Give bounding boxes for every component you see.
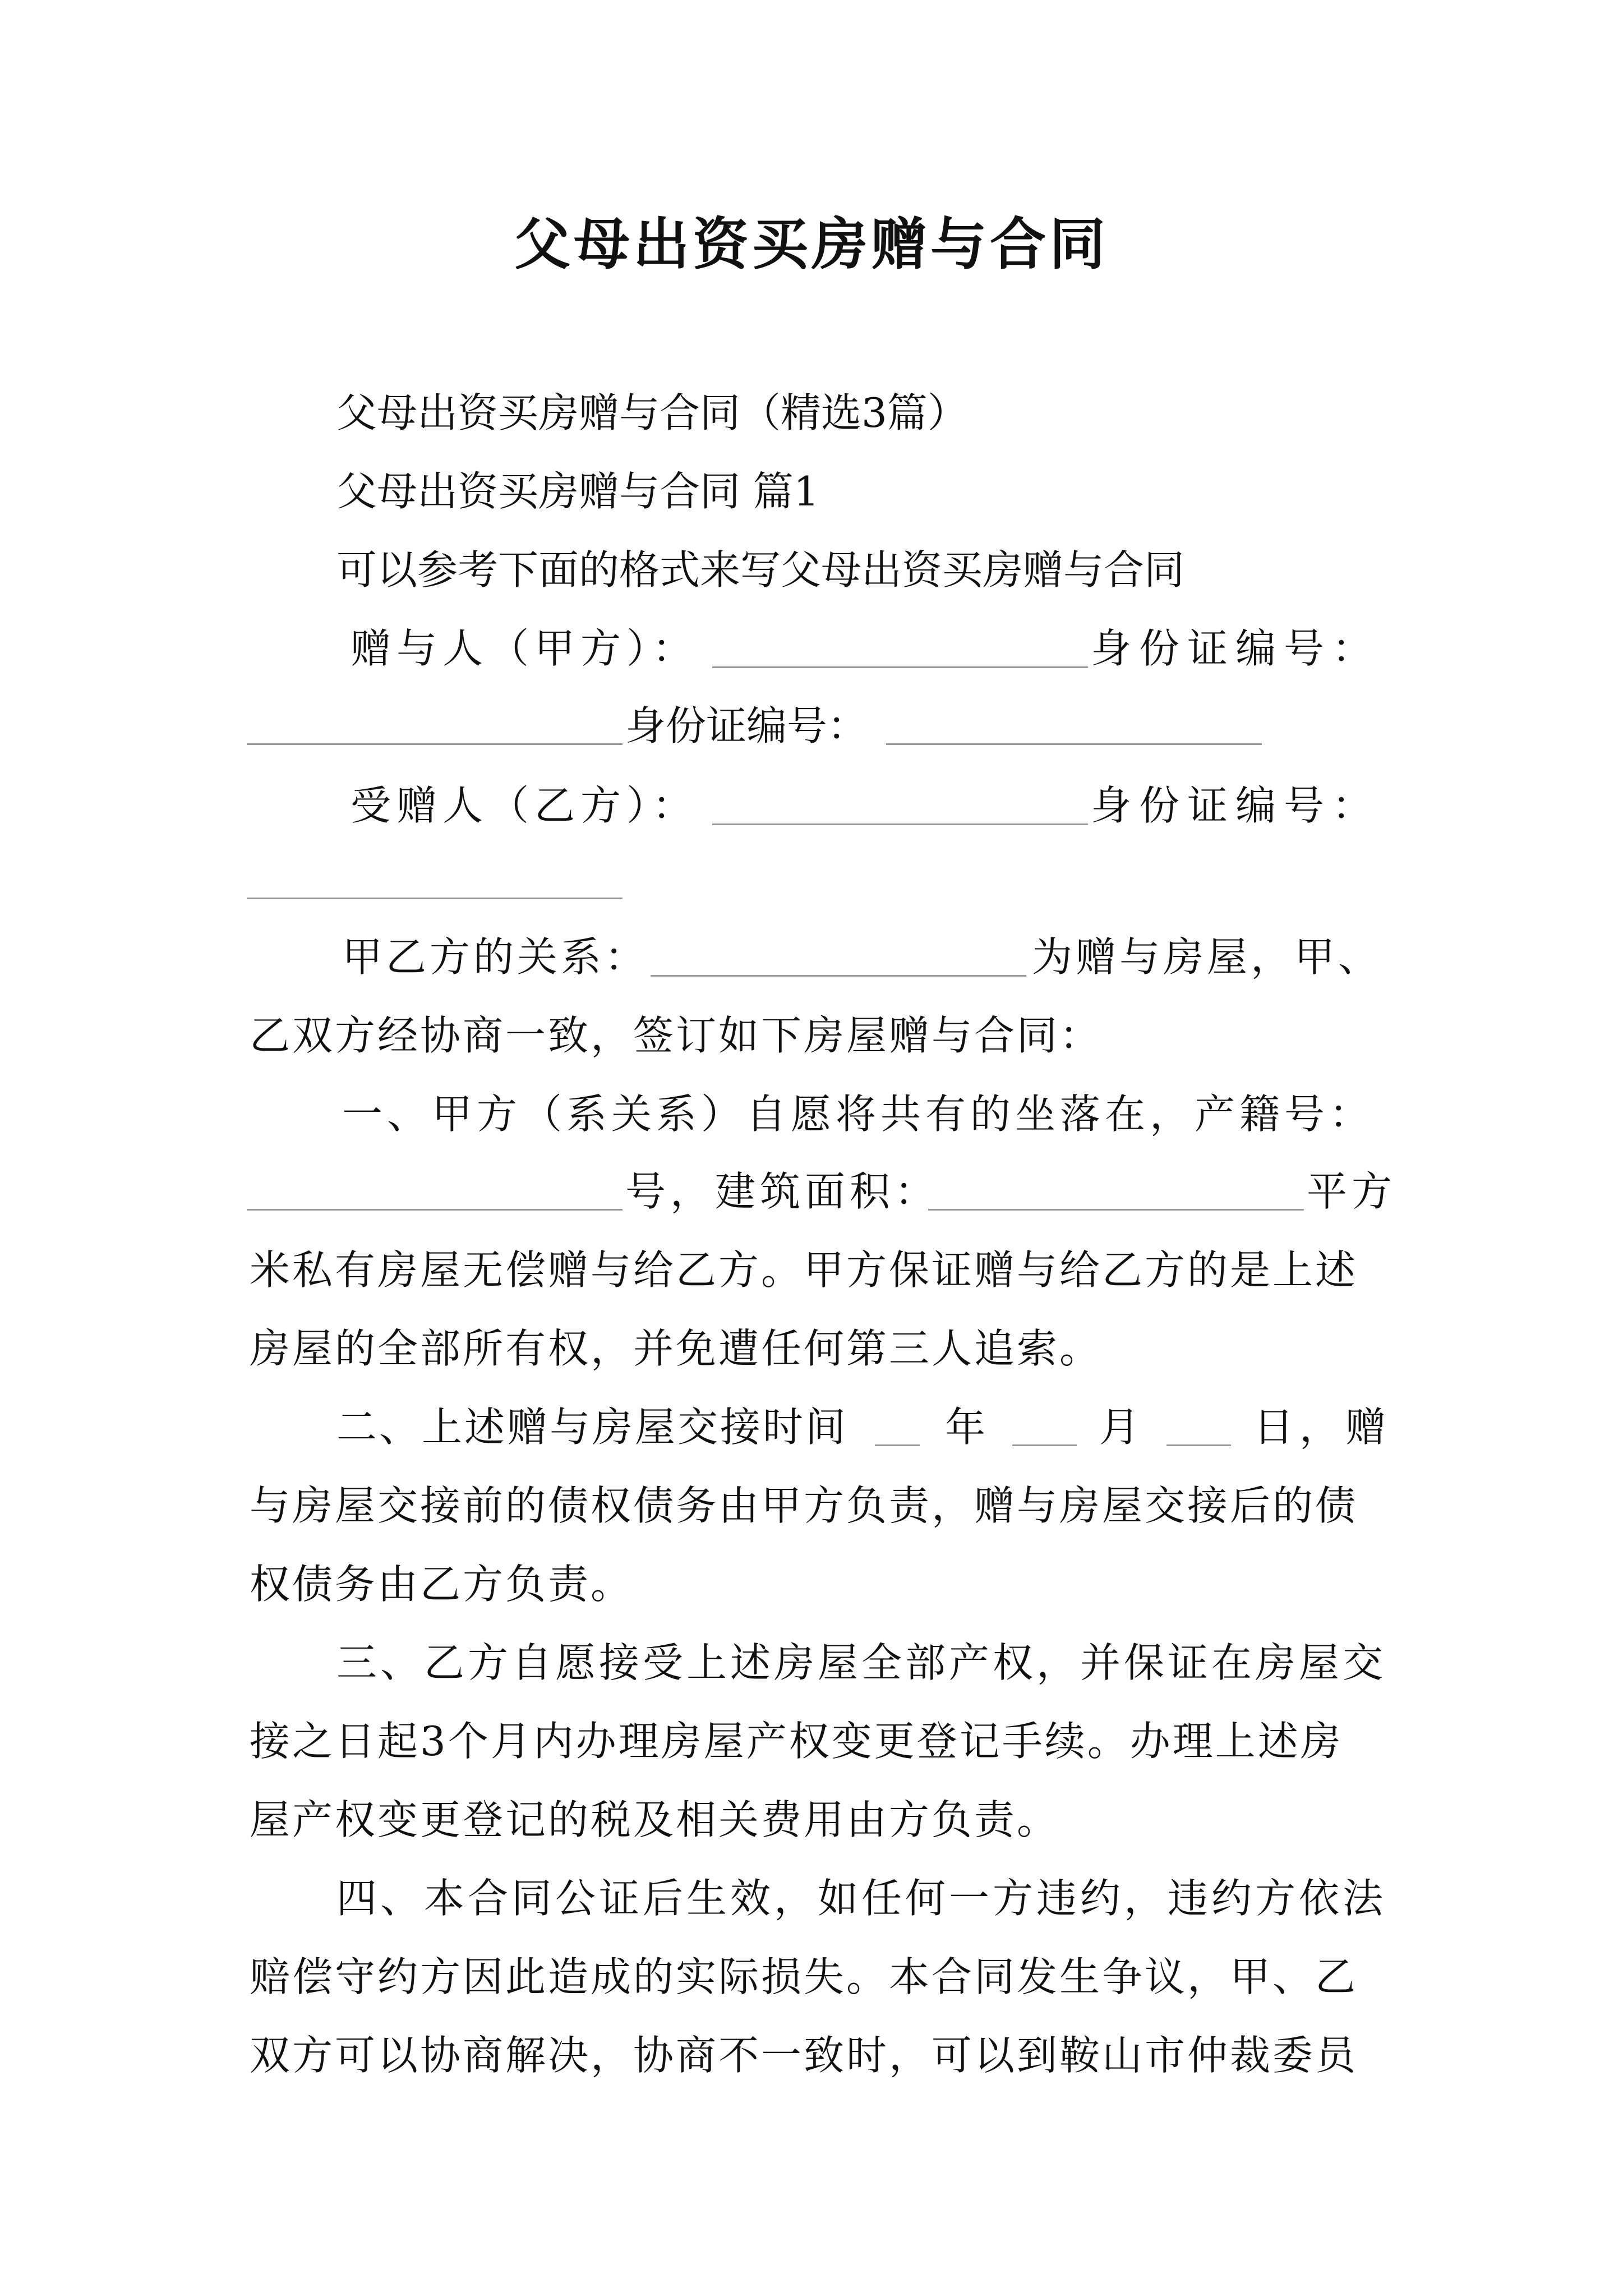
clause-two: 二、上述赠与房屋交接时间 <box>336 1404 849 1451</box>
clause-four: 四、本合同公证后生效，如任何一方违约，违约方依法 <box>336 1875 1387 1922</box>
area-blank <box>928 1209 1304 1211</box>
clause-one: 一、甲方（系关系）自愿将共有的坐落在，产籍号： <box>342 1091 1375 1138</box>
property-number-blank <box>247 1209 623 1211</box>
donor-name-blank <box>712 666 1088 668</box>
paragraph-line: 米私有房屋无偿赠与给乙方。甲方保证赠与给乙方的是上述 <box>250 1246 1358 1294</box>
area-unit: 平方 <box>1307 1168 1397 1215</box>
paragraph-line: 双方可以协商解决，协商不一致时，可以到鞍山市仲裁委员 <box>250 2032 1358 2079</box>
relation-label: 甲乙方的关系： <box>342 933 649 981</box>
paragraph-line: 接之日起3个月内办理房屋产权变更登记手续。办理上述房 <box>250 1718 1343 1765</box>
day-blank <box>1166 1444 1231 1446</box>
month-label: 月 <box>1099 1404 1140 1451</box>
month-blank <box>1012 1444 1077 1446</box>
paragraph-line: 房屋的全部所有权，并免遭任何第三人追索。 <box>250 1325 1103 1372</box>
paragraph-line: 权债务由乙方负责。 <box>250 1561 634 1608</box>
donor-id-blank <box>247 743 623 745</box>
paragraph-line: 赔偿守约方因此造成的实际损失。本合同发生争议，甲、乙 <box>250 1953 1358 2000</box>
year-label: 年 <box>945 1404 986 1451</box>
paragraph-line: 可以参考下面的格式来写父母出资买房赠与合同 <box>336 546 1185 593</box>
paragraph-line: 屋产权变更登记的税及相关费用由方负责。 <box>250 1796 1060 1843</box>
recipient-id-blank <box>247 898 623 899</box>
document-title: 父母出资买房赠与合同 <box>514 211 1109 277</box>
recipient-name-blank <box>712 823 1088 825</box>
relation-tail: 为赠与房屋，甲、 <box>1032 933 1382 981</box>
year-blank <box>875 1444 920 1446</box>
paragraph-line: 与房屋交接前的债权债务由甲方负责，赠与房屋交接后的债 <box>250 1482 1358 1529</box>
day-label: 日，赠 <box>1253 1404 1392 1451</box>
area-label: 号，建筑面积： <box>625 1168 940 1215</box>
donor2-id-label: 身份证编号： <box>625 702 868 749</box>
donor-label: 赠与人（甲方）： <box>351 625 699 672</box>
recipient-label: 受赠人（乙方）： <box>351 782 699 829</box>
section-heading: 父母出资买房赠与合同 篇1 <box>336 468 819 515</box>
donor2-id-blank <box>886 743 1262 745</box>
relation-blank <box>651 975 1026 977</box>
recipient-id-label: 身份证编号： <box>1091 782 1381 829</box>
paragraph-line: 乙双方经协商一致，签订如下房屋赠与合同： <box>250 1012 1103 1059</box>
clause-three: 三、乙方自愿接受上述房屋全部产权，并保证在房屋交 <box>336 1639 1387 1686</box>
subtitle-line: 父母出资买房赠与合同（精选3篇） <box>336 389 968 436</box>
donor-id-label: 身份证编号： <box>1091 625 1381 672</box>
